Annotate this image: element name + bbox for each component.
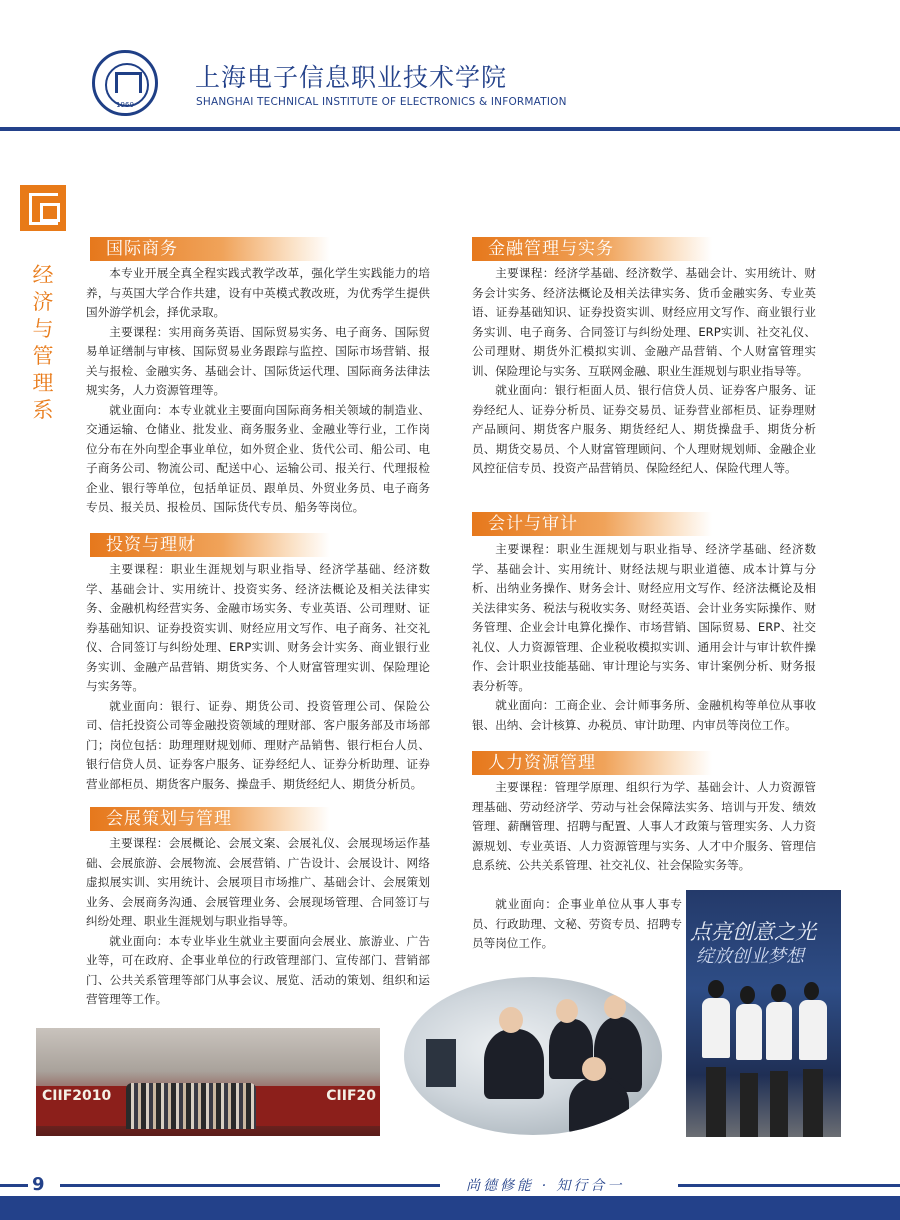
paragraph: 主要课程：职业生涯规划与职业指导、经济学基础、经济数学、基础会计、实用统计、投资实务、经济法概论及相关法律实务、金融机构经营实务、金融市场实务、专业英语、公司理财、证券基础知识、证券投资实训、财经应用文写作、电子商务、社交礼仪、合同签订与纠纷处理、ERP实训、财务会计实务、商业银行业务实训、金融产品营销、期货实务、个人财富管理实训、保险理论与实务等。	[86, 562, 430, 693]
banner-line-2: 绽放创业梦想	[696, 946, 804, 967]
section-header-hr	[472, 751, 712, 775]
page-number: 9	[32, 1174, 45, 1195]
header-rule	[0, 127, 900, 131]
section-body-finance	[472, 264, 816, 479]
ciif-sign-right: CIIF20	[326, 1088, 376, 1104]
department-name: 经济与管理系	[32, 263, 54, 422]
footer-band	[0, 1196, 900, 1220]
footer-rule-left	[0, 1184, 28, 1187]
paragraph: 本专业开展全真全程实践式教学改革，强化学生实践能力的培养，与英国大学合作共建，设有中英模式教改班，为优秀学生提供国外游学机会，择优录取。	[86, 266, 430, 319]
section-body-exhibition	[86, 834, 430, 1010]
page-header	[0, 0, 900, 130]
paragraph: 就业面向：本专业就业主要面向国际商务相关领域的制造业、交通运输、仓储业、批发业、商务服务业、金融业等行业，工作岗位分布在外向型企事业单位，如外贸企业、货代公司、船公司、电子商务公司、物流公司、配送中心、运输公司、报关行、代理报检企业、银行等单位，包括单证员、跟单员、外贸业务员、电子商务专员、报关员、报检员、国际货代专员、船务等岗位。	[86, 402, 430, 514]
section-header-investment	[90, 533, 330, 557]
logo-mark-icon	[115, 72, 142, 93]
section-body-investment	[86, 560, 430, 794]
paragraph: 主要课程：实用商务英语、国际贸易实务、电子商务、国际贸易单证缮制与审核、国际贸易业务跟踪与监控、国际市场营销、报关与报检、金融实务、基础会计、国际货运代理、国际商务法律法规实务，人力资源管理等。	[86, 324, 430, 397]
photo-classroom	[404, 977, 662, 1135]
logo-year: 1960	[116, 101, 134, 109]
section-header-exhibition	[90, 807, 330, 831]
paragraph: 就业面向：银行、证券、期货公司、投资管理公司、保险公司、信托投资公司等金融投资领域的理财部、客户服务部及市场部门；岗位包括：助理理财规划师、理财产品销售、银行柜台人员、银行信贷人员、证券客户服务、证券经纪人、证券分析助理、证券营业部柜员、期货客户服务、操盘手、期货经纪人、期货分析员。	[86, 698, 430, 791]
photo-ciif-group	[36, 1028, 380, 1136]
section-body-hr	[472, 778, 816, 876]
banner-line-1: 点亮创意之光	[690, 920, 816, 944]
paragraph: 就业面向：银行柜面人员、银行信贷人员、证券客户服务、证券经纪人、证券分析员、证券交易员、证券营业部柜员、证券理财产品顾问、期货客户服务、期货经纪人、期货操盘手、期货分析员、期货交易员、个人财富管理顾问、个人理财规划师、金融企业风控征信专员、投资产品营销员、保险经纪人、保险代理人等。	[472, 383, 816, 475]
school-motto: 尚德修能 · 知行合一	[466, 1178, 625, 1194]
section-body-intl-business	[86, 264, 430, 518]
section-title: 会展策划与管理	[106, 809, 232, 829]
section-title: 国际商务	[106, 239, 178, 259]
paragraph: 主要课程：职业生涯规划与职业指导、经济学基础、经济数学、基础会计、实用统计、财经法规与职业道德、成本计算与分析、出纳业务操作、财务会计、财经应用文写作、经济法概论及相关法律实务、税法与税收实务、财经英语、会计业务实际操作、财务管理、企业会计电算化操作、市场营销、国际贸易、ERP、社交礼仪、人力资源管理、企业税收模拟实训、通用会计与审计软件操作、会计职业技能基础、审计理论与实务、审计案例分析、财务报表分析等。	[472, 542, 816, 693]
footer-rule-right	[678, 1184, 900, 1187]
paragraph: 主要课程：管理学原理、组织行为学、基础会计、人力资源管理基础、劳动经济学、劳动与社会保障法实务、培训与开发、绩效管理、薪酬管理、招聘与配置、人事人才政策与管理实务、人力资源规划、专业英语、人力资源管理与实务、人才中介服务、管理信息系统、公共关系管理、社交礼仪、社会保险实务等。	[472, 780, 816, 872]
section-title: 金融管理与实务	[488, 239, 614, 259]
paragraph: 主要课程：经济学基础、经济数学、基础会计、实用统计、财务会计实务、经济法概论及相关法律实务、货币金融实务、专业英语、证券基础知识、证券投资实训、财经应用文写作、商业银行业务实训、电子商务、合同签订与纠纷处理、ERP实训、社交礼仪、公司理财、期货外汇模拟实训、金融产品营销、个人财富管理实训、保险理论与实务、互联网金融、职业生涯规划与职业指导等。	[472, 266, 816, 378]
section-title: 会计与审计	[488, 514, 578, 534]
section-header-intl-business	[90, 237, 330, 261]
paragraph: 就业面向：企事业单位从事人事专员、行政助理、文秘、劳资专员、招聘专员等岗位工作。	[472, 897, 682, 950]
school-name-cn: 上海电子信息职业技术学院	[195, 63, 508, 92]
section-body-hr-employment	[472, 895, 682, 954]
section-body-accounting	[472, 540, 816, 735]
section-header-accounting	[472, 512, 712, 536]
ciif-sign-left: CIIF2010	[42, 1088, 112, 1104]
school-name-en: SHANGHAI TECHNICAL INSTITUTE OF ELECTRONICS & INFORMATION	[196, 96, 567, 108]
section-title: 人力资源管理	[488, 753, 596, 773]
monitor	[426, 1039, 456, 1087]
student-group	[126, 1083, 256, 1129]
section-header-finance	[472, 237, 712, 261]
paragraph: 就业面向：本专业毕业生就业主要面向会展业、旅游业、广告业等，可在政府、企事业单位的行政管理部门、宣传部门、营销部门、公共关系管理等部门从事会议、展览、活动的策划、组织和运营管理等工作。	[86, 933, 430, 1006]
footer-rule	[60, 1184, 440, 1187]
department-icon	[20, 185, 66, 231]
photo-competition	[686, 890, 841, 1137]
paragraph: 主要课程：会展概论、会展文案、会展礼仪、会展现场运作基础、会展旅游、会展物流、会展营销、广告设计、会展设计、网络虚拟展实训、实用统计、会展项目市场推广、基础会计、会展策划业务、会展商务沟通、会展管理业务、会展现场管理、合同签订与纠纷处理、职业生涯规划与职业指导等。	[86, 836, 430, 928]
paragraph: 就业面向：工商企业、会计师事务所、金融机构等单位从事收银、出纳、会计核算、办税员、审计助理、内审员等岗位工作。	[472, 698, 816, 732]
section-title: 投资与理财	[106, 535, 196, 555]
school-logo	[92, 50, 158, 116]
